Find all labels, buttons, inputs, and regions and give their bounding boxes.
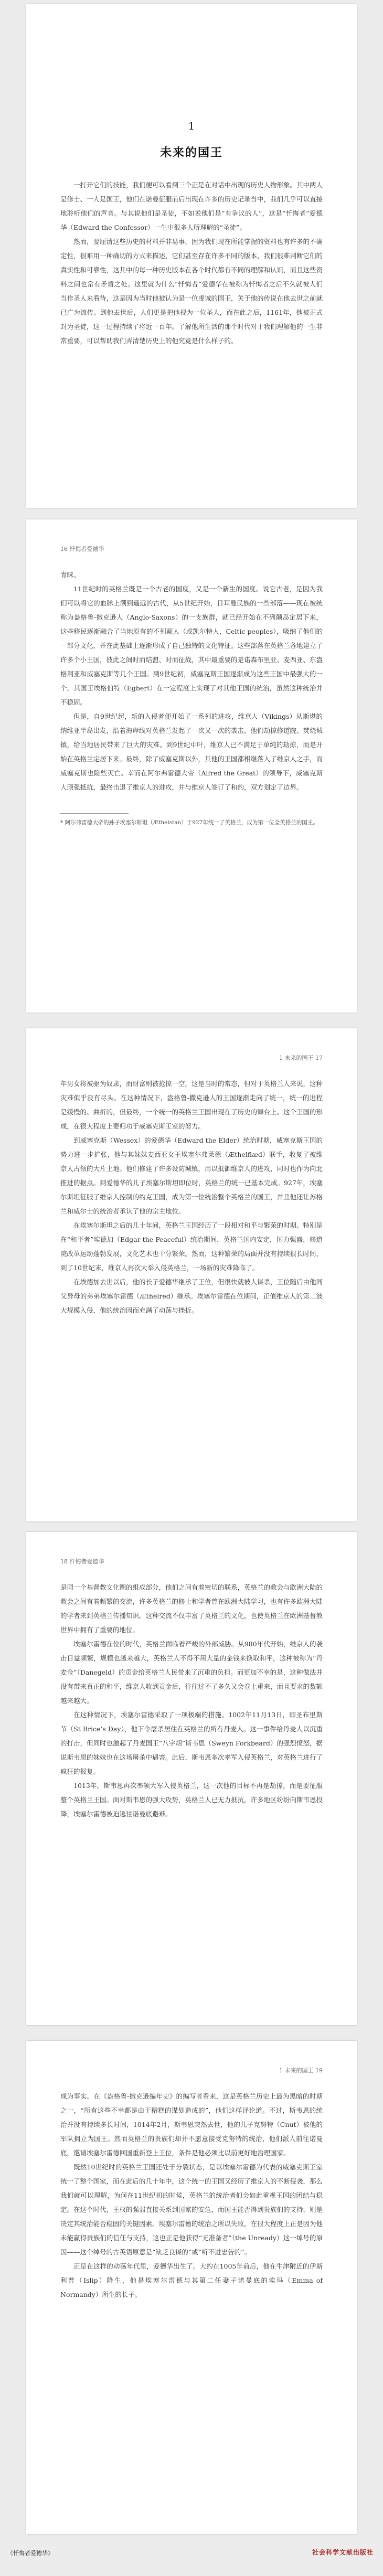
paragraph: 1013年，斯韦恩再次率领大军入侵英格兰，这一次他的目标不再是劫掠，而是要征服整个英格兰王国。面对斯韦恩的强大攻势，英格兰人已无力抵抗，许多地区纷纷向斯韦恩投降，埃塞尔雷德被迫逃往诺曼底避难。 (60, 1782, 323, 1818)
paragraph: 然而，要厘清这些历史的材料并非易事，因为我们现在所能掌握的资料也有许多的不确定性，很难用一种确切的方式来描述，它们甚至存在许多不同的版本，我们很难判断它们的真实性和可靠性，这其中的每一种历史版本在各个时代都有不同的理解和认识，而且这些资料之间也常有矛盾之处。这里就为什么“忏悔者”爱德华在被称为忏悔者之后不久就被人们当作圣人来看待，这是因为当时他被认为是一位虔诚的国王，关于他的传说在他去世之前就已广为流传。到他去世后，人们更是把他视为一位圣人，而在此之后，1161年，他被正式封为圣徒，这一过程持续了将近一百年。了解他所生活的那个时代对于我们理解他的一生非常重要，可以帮助我们弄清楚历史上的他究竟是什么样子的。 (60, 238, 323, 345)
chapter-title: 未来的国王 (159, 146, 223, 159)
paragraph: 既然10世纪时的英格兰王国还处于分裂状态，是以埃塞尔雷德为代表的威塞克斯王室统一了整个国家，而在此后的几十年中，这个统一的王国又经历了维京人的不断侵袭，那么我们就可以理解，为何在11世纪初的时候，英格兰的统治者们会如此重视王国的团结与稳定。在这个时代，王权的强弱直接关系到国家的安危，而国王能否得到贵族们的支持，则是决定其统治能否稳固的关键因素。埃塞尔雷德的统治之所以失败，在很大程度上正是因为他未能赢得贵族们的信任与支持，这也正是他获得“无准备者”（the Unready）这一绰号的原因——这个绰号的古英语原意是“缺乏良谋的”或“听不进忠告的”。 (60, 2163, 323, 2256)
book-page-1 (26, 4, 357, 508)
book-page-5 (26, 2041, 357, 2534)
paragraph: 在埃塞尔斯坦之后的几十年间，英格兰王国经历了一段相对和平与繁荣的时期。特别是在“和平者”埃德加（Edgar the Peaceful）统治期间，英格兰国内安定，国力强盛，修道院改革运动蓬勃发展，文化艺术也十分繁荣。然而，这种繁荣的局面并没有持续很长时间，到了10世纪末，维京人再次大举入侵英格兰，一场新的灾难降临了。 (60, 1221, 323, 1272)
paragraph: 在这种情况下，埃塞尔雷德采取了一项极端的措施。1002年11月13日，即圣布里斯节（St Brice’s Day），他下令屠杀居住在英格兰的所有丹麦人。这一事件给丹麦人以沉重的打击，但同时也激起了丹麦国王“八字胡”斯韦恩（Sweyn Forkbeard）的强烈愤怒，据说斯韦恩的妹妹也在这场屠杀中遇害。此后，斯韦恩多次率军入侵英格兰，对英格兰进行了疯狂的报复。 (60, 1711, 323, 1775)
book-page-4 (26, 1532, 357, 2025)
paragraph: 但是，自9世纪起，新的入侵者便开始了一系列的进攻，维京人（Vikings）从斯堪的纳维亚半岛出发，沿着海岸线对英格兰发起了一次又一次的袭击，他们劫掠修道院、焚烧城镇，给当地居民带来了巨大的灾难。到9世纪中叶，维京人已不满足于单纯的劫掠，而是开始在英格兰定居下来。最终，除了威塞克斯以外，其他的王国都相继落入了维京人之手，而威塞克斯也险些灭亡。幸而在阿尔弗雷德大帝（Alfred the Great）的领导下，威塞克斯人顽强抵抗，最终击退了维京人的进攻，并与维京人签订了和约，双方划定了边界。 (60, 712, 323, 791)
paragraph-continued: 是同一个基督教文化圈的组成部分，他们之间有着密切的联系，英格兰的教会与欧洲大陆的教会之间有着频繁的交流，许多英格兰的修士和学者曾在欧洲大陆学习，也有许多欧洲大陆的学者来到英格兰传播知识。这种交流不仅丰富了英格兰的文化，也使英格兰在欧洲基督教世界中拥有了重要的地位。 (60, 1583, 323, 1634)
running-head: 18 忏悔者爱德华 (60, 1558, 104, 1565)
paragraph: 11世纪时的英格兰既是一个古老的国度，又是一个新生的国度。说它古老，是因为我们可以将它的血脉上溯到遥远的古代，从5世纪开始，日耳曼民族的一些部落——现在被统称为盎格鲁-撒克逊人（Anglo-Saxons）的一支族群，就已经开始在不列颠岛定居下来，这些移民逐渐融合了当地原有的不列颠人（或凯尔特人，Celtic peoples），吸纳了他们的一部分文化，并在此基础上逐渐形成了自己独特的文化特征。这些部落在英格兰各地建立了许多个小王国，彼此之间时而结盟、时而征战，其中最重要的是诺森布里亚、麦西亚、东盎格利亚和威塞克斯等几个王国。到9世纪初，威塞克斯王国逐渐成为这些王国中最强大的一个，其国王埃格伯特（Egbert）在一定程度上实现了对其他王国的统治，虽然这种统治并不稳固。 (60, 585, 323, 706)
footnote: * 阿尔弗雷德大帝的孙子埃塞尔斯坦（Æthelstan）于927年统一了英格兰，成为第一位全英格兰的国王。 (60, 819, 318, 826)
paragraph: 正是在这样的动荡年代里，爱德华出生了。大约在1005年前后，他在牛津附近的伊斯利普（Islip）降生，他是埃塞尔雷德与其第二任妻子诺曼底的埃玛（Emma of Normandy）所生的长子。 (60, 2262, 323, 2298)
paragraph-continued: 青睐。 (60, 571, 80, 579)
paragraph: 埃塞尔雷德在位的时代，英格兰面临着严峻的外部威胁。从980年代开始，维京人的袭击日益频繁，规模也越来越大，英格兰人不得不用大量的金钱来换取和平，这种被称为“丹麦金”（Danegeld）的贡金给英格兰人民带来了沉重的负担。而更加不幸的是，这种做法并没有带来真正的和平，维京人收到贡金后，往往过不了多久又会卷土重来，而且要求的数额越来越大。 (60, 1640, 323, 1705)
paragraph: 一打开它们的技能，我们便可以看到三个正是在对话中出现的历史人物形象。其中两人是修士、一人是国王，他们在诺曼征服前后出现在许多的历史记录当中，我们几乎可以直接地聆听他们的声音。与其说他们是圣徒，不如说他们是“有争议的人”，这是“忏悔者”爱德华（Edward the Confessor）一生中很多人所理解的“圣徒”。 (60, 181, 323, 231)
running-head: 16 忏悔者爱德华 (60, 546, 104, 552)
footnote-divider (60, 813, 129, 814)
running-head: 1 未来的国王 17 (279, 1055, 323, 1061)
paragraph: 在埃德加去世以后，他的长子爱德华继承了王位，但很快就被人谋杀，王位随后由他同父异母的弟弟埃塞尔雷德（Æthelred）继承。埃塞尔雷德在位期间，正值维京人的第二波大规模入侵，他的统治因而充满了动荡与挫折。 (60, 1278, 323, 1314)
chapter-number: 1 (188, 120, 195, 132)
paragraph: 到威塞克斯（Wessex）的爱德华（Edward the Elder）统治时期，威塞克斯王国的势力进一步扩张，他与其妹妹麦西亚女王埃塞尔弗莱德（Æthelflæd）联手，收复了被维京人占领的大片土地。他们修建了许多设防城镇，用以抵御维京人的进攻，同时也作为向北推进的据点。到爱德华的儿子埃塞尔斯坦即位时，英格兰的统一已基本完成。927年，埃塞尔斯坦征服了维京人控制的约克王国，成为第一位统治整个英格兰的国王，并且他还让苏格兰和威尔士的统治者承认了他的宗主地位。 (60, 1136, 323, 1215)
viewer-footer (0, 2543, 383, 2564)
book-page-2 (26, 519, 357, 1013)
book-page-3 (26, 1028, 357, 1521)
paragraph-continued: 成为事实。在《盎格鲁-撒克逊编年史》的编写者看来，这是英格兰历史上最为黑暗的时期之一，“所有这些不幸都是由于糟糕的谋划造成的”，他们这样评论道。不过，斯韦恩的统治并没有持续多长时间，1014年2月，斯韦恩突然去世，他的儿子克努特（Cnut）被他的军队拥立为国王。然而英格兰的贵族们却并不愿意接受克努特的统治，他们派人前往诺曼底，邀请埃塞尔雷德回国重新登上王位，条件是他必须比以前更好地治理国家。 (60, 2092, 323, 2157)
paragraph-continued: 年男女将被驱为奴隶，而财富则被抢掠一空，这是当时的常态，但对于英格兰人来说，这种灾难似乎没有尽头。在这种情况下，盎格鲁-撒克逊人的王国逐渐走向了统一，统一的进程是缓慢的、曲折的，但最终，一个统一的英格兰王国出现在了历史的舞台上。这个王国的形成，在很大程度上要归功于威塞克斯王室的努力。 (60, 1080, 323, 1130)
running-head: 1 未来的国王 19 (279, 2067, 323, 2074)
publisher-logo: 社会科学文献出版社 (312, 2549, 374, 2556)
footer-book-title: 《忏悔者爱德华》 (7, 2550, 54, 2557)
